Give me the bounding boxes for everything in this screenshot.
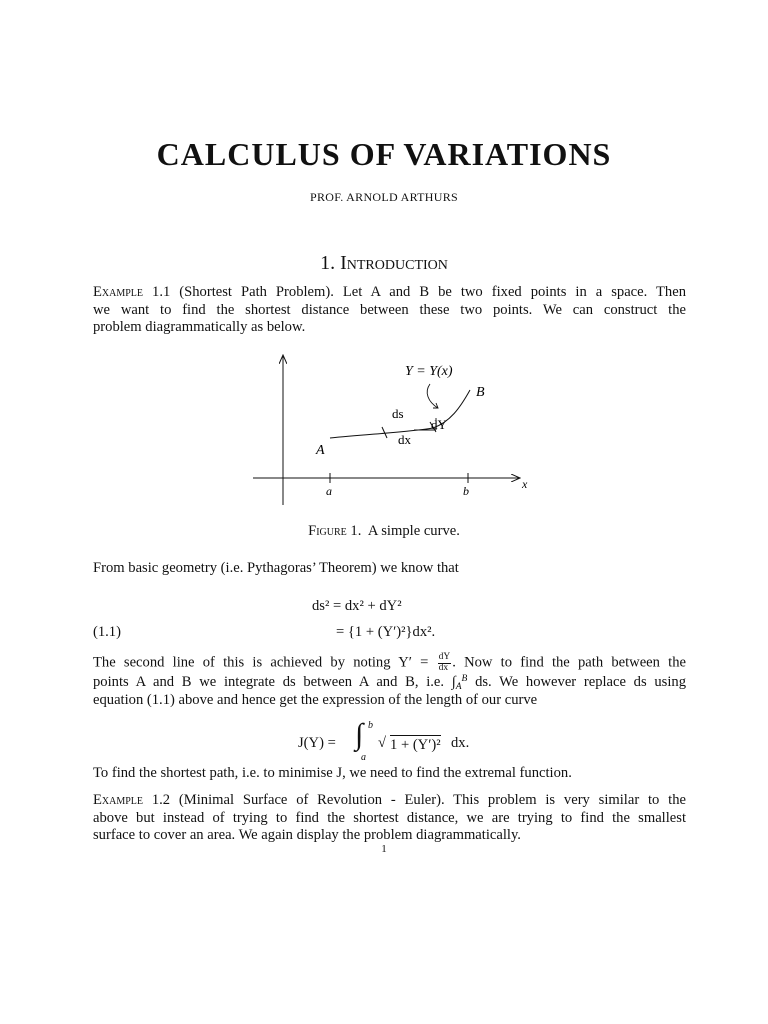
author-name: PROF. ARNOLD ARTHURS — [309, 190, 459, 204]
figure-caption-text: A simple curve. — [367, 523, 460, 539]
example-1-2-label: Example 1.2 — [93, 792, 171, 808]
sqrt-sign: √ — [378, 735, 387, 751]
integral-sign: ∫ — [355, 718, 364, 751]
figure-caption — [0, 523, 768, 540]
point-a-label: A — [316, 443, 325, 458]
dy-label: dY — [431, 417, 447, 432]
fraction-numerator: dY — [438, 652, 451, 662]
derivative-fraction — [438, 653, 452, 673]
example-1-1-line-1 — [93, 284, 686, 302]
second-line-text-d: ds. We however replace ds using — [467, 674, 686, 690]
tick-b-label: b — [463, 484, 469, 498]
second-line-paragraph-line-1 — [93, 653, 686, 673]
equation-1-1-line-1 — [312, 598, 402, 615]
figure-caption-label: Figure 1. — [308, 523, 362, 539]
example-1-1-label: Example 1.1 — [93, 284, 171, 300]
integral-a-to-b: $\int_A^B$ — [451, 674, 468, 692]
axis-x-label: x — [522, 477, 528, 491]
shortest-path-line: To find the shortest path, i.e. to minimise J, we need to find the extremal function. — [93, 765, 572, 781]
second-line-paragraph-line-2 — [93, 673, 686, 691]
section-name: Introduction — [340, 252, 448, 274]
example-1-2-intro: (Minimal Surface of Revolution - Euler). This problem is very similar to the — [170, 792, 686, 808]
integral-lower-limit: a — [361, 752, 366, 763]
equation-1-1-line-2 — [336, 624, 435, 641]
functional-tail: dx. — [451, 735, 470, 751]
second-line-paragraph-line-3: equation (1.1) above and hence get the expression of the length of our curve — [93, 692, 538, 708]
geometry-paragraph — [93, 560, 686, 578]
equation-1-1-label: (1.1) — [93, 624, 121, 640]
page-number: 1 — [381, 843, 387, 855]
geometry-line: From basic geometry (i.e. Pythagoras’ Theorem) we know that — [93, 560, 459, 576]
second-line-paragraph — [93, 653, 686, 709]
integral-upper-limit: b — [368, 720, 373, 731]
curve-label: Y = Y(x) — [405, 364, 453, 379]
ds-label: ds — [392, 406, 404, 421]
example-1-2-paragraph — [93, 792, 686, 845]
example-1-2-line-3: surface to cover an area. We again display the problem diagrammatically. — [93, 827, 521, 843]
example-1-1-intro: (Shortest Path Problem). Let A and B be two fixed points in a space. Then — [170, 284, 687, 300]
section-number: 1. — [320, 252, 336, 274]
integrand: 1 + (Y′)² — [390, 737, 441, 753]
example-1-1-line-2: we want to find the shortest distance between these two points. We can construct the — [93, 301, 686, 318]
example-1-2-line-2: above but instead of trying to find the shortest distance, we are trying to find the smallest — [93, 809, 686, 826]
section-heading — [0, 252, 768, 275]
paper-title: CALCULUS OF VARIATIONS — [156, 136, 612, 172]
example-1-2-line-1 — [93, 792, 686, 810]
shortest-path-paragraph — [93, 765, 686, 783]
example-1-1-line-3: problem diagrammatically as below. — [93, 319, 306, 335]
ds-tick-start — [382, 427, 387, 438]
functional-lhs: J(Y) = — [298, 735, 336, 751]
fraction-denominator: dx — [438, 662, 449, 673]
tick-a-label: a — [326, 484, 332, 498]
point-b-label: B — [476, 385, 485, 400]
dx-label: dx — [398, 432, 411, 447]
figure-simple-curve — [250, 350, 540, 510]
example-1-1-paragraph — [93, 284, 686, 337]
second-line-text-a: The second line of this is achieved by noting Y′ = — [93, 654, 437, 671]
second-line-text-b: . Now to find the path between the — [452, 654, 687, 671]
equation-1-1-line-2-text: = {1 + (Y′)²}dx². — [336, 624, 436, 640]
equation-1-1-line-1-text: ds² = dx² + dY² — [312, 598, 402, 614]
second-line-text-c: points A and B we integrate ds between A and B, i.e. — [93, 674, 452, 690]
